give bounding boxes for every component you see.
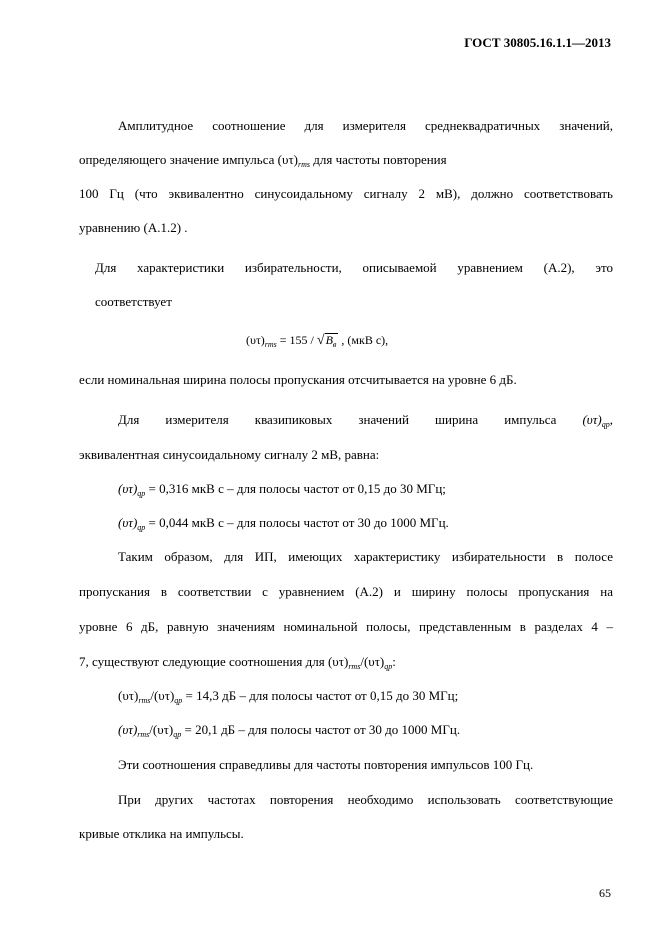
paragraph-4-line-1: Для измерителя квазипиковых значений ширина импульса $(\upsilon\tau)_{qp}$,: [118, 412, 613, 429]
list-1-item-1: $(\upsilon\tau)_{qp} = 0,316$ мкВ с – для полосы частот от 0,15 до 30 МГц;: [118, 481, 446, 498]
formula-rms: $(\upsilon\tau)_{rms} = 155 / √B_в$ , (мкВ с),: [246, 333, 389, 349]
paragraph-5-line-4: 7, существуют следующие соотношения для $(\upsilon\tau)_{rms}/(\upsilon\tau)_{qp}$:: [79, 654, 396, 671]
paragraph-5-line-1: Таким образом, для ИП, имеющих характеристику избирательности в полосе: [118, 549, 613, 564]
paragraph-1-line-2: определяющего значение импульса $(\upsilon\tau)_{rms}$ для частоты повторения: [79, 152, 447, 169]
paragraph-3-line-1: если номинальная ширина полосы пропускания отсчитывается на уровне 6 дБ.: [79, 372, 517, 387]
paragraph-2-line-2: соответствует: [95, 294, 172, 309]
paragraph-1-line-1: Амплитудное соотношение для измерителя среднеквадратичных значений,: [118, 118, 613, 133]
paragraph-1-line-3: 100 Гц (что эквивалентно синусоидальному сигналу 2 мВ), должно соответствовать: [79, 186, 613, 201]
list-2-item-1: $(\upsilon\tau)_{rms}/(\upsilon\tau)_{qp} = 14,3$ дБ – для полосы частот от 0,15 до 30 МГц;: [118, 688, 459, 705]
document-header: ГОСТ 30805.16.1.1—2013: [464, 35, 611, 50]
page-number: 65: [599, 886, 611, 900]
list-1-item-2: $(\upsilon\tau)_{qp} = 0,044$ мкВ с – для полосы частот от 30 до 1000 МГц.: [118, 515, 449, 532]
paragraph-7-line-2: кривые отклика на импульсы.: [79, 826, 244, 841]
paragraph-2-line-1: Для характеристики избирательности, описываемой уравнением (А.2), это: [95, 260, 613, 275]
paragraph-7-line-1: При других частотах повторения необходимо использовать соответствующие: [118, 792, 613, 807]
paragraph-6-line-1: Эти соотношения справедливы для частоты повторения импульсов 100 Гц.: [118, 757, 534, 772]
paragraph-4-line-2: эквивалентная синусоидальному сигналу 2 мВ, равна:: [79, 447, 380, 462]
paragraph-5-line-2: пропускания в соответствии с уравнением (А.2) и ширину полосы пропускания на: [79, 584, 613, 599]
list-2-item-2: $(\upsilon\tau)_{rms}/(\upsilon\tau)_{qp} = 20,1$ дБ – для полосы частот от 30 до 1000 МГц.: [118, 722, 461, 739]
paragraph-1-line-4: уравнению (А.1.2) .: [79, 220, 188, 235]
paragraph-5-line-3: уровне 6 дБ, равную значениям номинальной полосы, представленным в разделах 4 –: [79, 619, 613, 634]
